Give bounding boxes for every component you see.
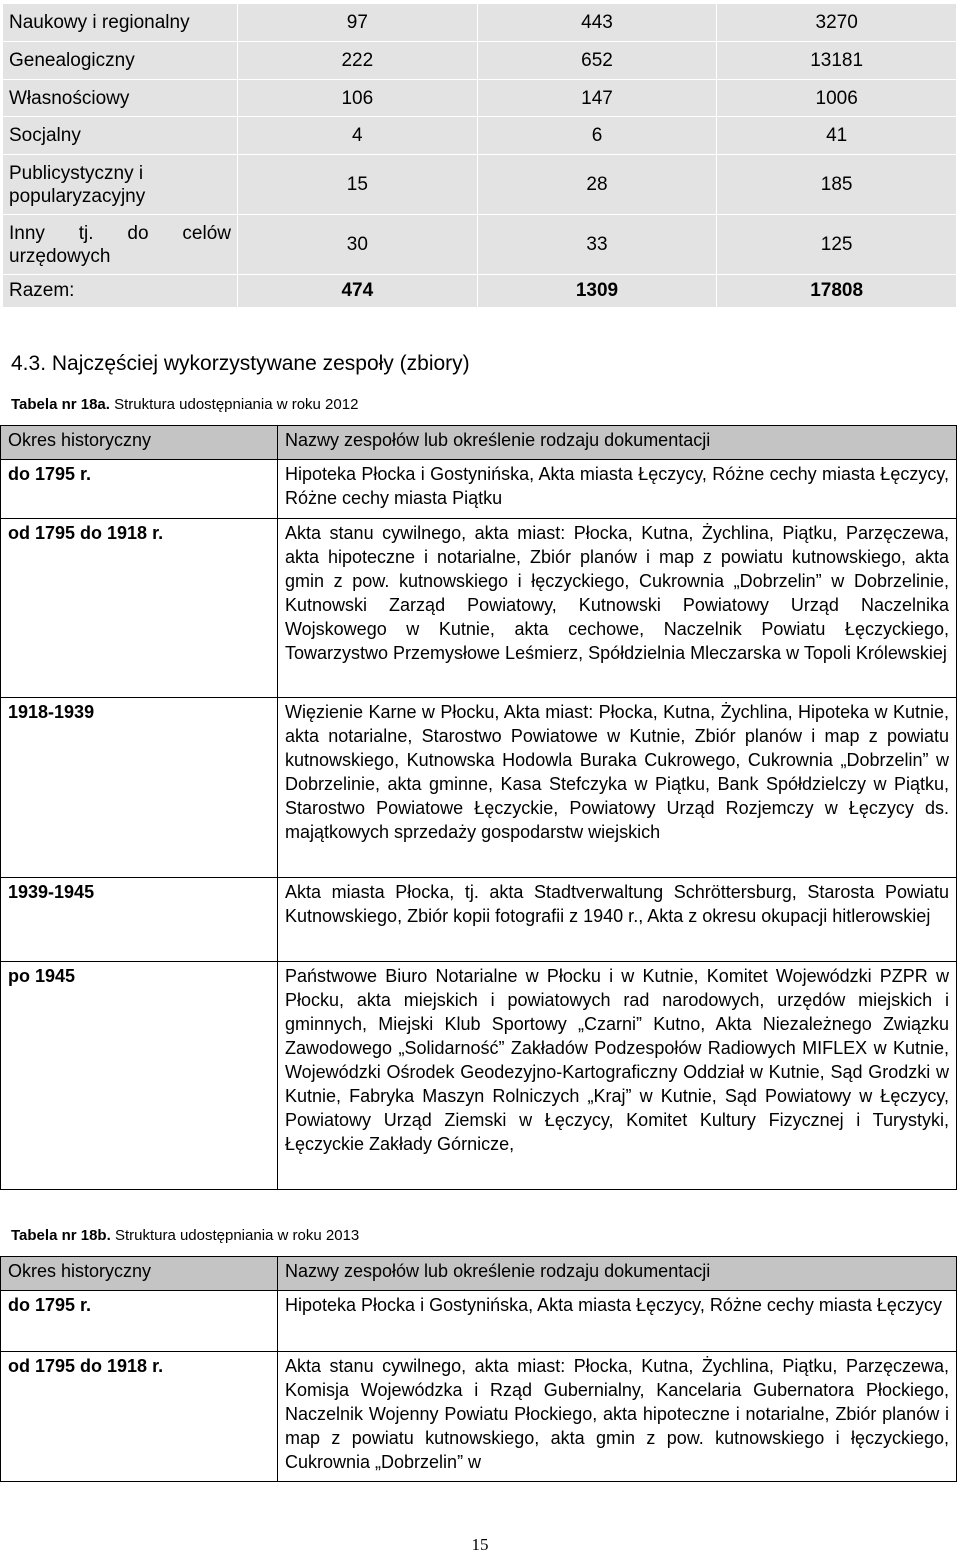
description-cell: Więzienie Karne w Płocku, Akta miast: Płocka, Kutna, Żychlina, Hipoteka w Kutnie, akta notarialne, Starostwo Powiatowe w Kutnie, Zbiór planów i map z powiatu kutnowskiego, Kutnowska Hodowla Buraka Cukrowego, Cukrownia „Dobrzelin” w Dobrzelinie, akta gminne, Kasa Stefczyka w Piątku, Bank Spółdzielczy w Piątku, Starostwo Powiatowe Łęczyckie, Powiatowy Urząd Rozjemczy w Łęczycy ds. majątkowych sprzedaży gospodarstw wiejskich	[278, 698, 957, 878]
value-cell: 4	[238, 117, 478, 155]
table-row	[3, 42, 957, 80]
period-cell: do 1795 r.	[1, 460, 278, 519]
category-name-word: tj.	[78, 222, 94, 244]
description-cell: Akta miasta Płocka, tj. akta Stadtverwaltung Schröttersburg, Starosta Powiatu Kutnowskiego, Zbiór kopii fotografii z 1940 r., Akta z okresu okupacji hitlerowskiej	[278, 878, 957, 962]
table-row	[3, 117, 957, 155]
period-cell: od 1795 do 1918 r.	[1, 519, 278, 698]
value-cell: 97	[238, 4, 478, 42]
value-cell: 15	[238, 155, 478, 215]
table-row	[1, 698, 957, 878]
value-cell: 6	[477, 117, 717, 155]
header-period: Okres historyczny	[1, 426, 278, 460]
category-name-word: do	[127, 222, 149, 244]
caption-text: Struktura udostępniania w roku 2013	[114, 1227, 360, 1244]
category-name	[3, 215, 238, 275]
category-name: Publicystyczny i popularyzacyjny	[3, 155, 238, 215]
value-cell: 30	[238, 215, 478, 275]
description-cell: Akta stanu cywilnego, akta miast: Płocka, Kutna, Żychlina, Piątku, Parzęczewa, Komisja Wojewódzka i Rząd Gubernialny, Kancelaria Gubernatora Płockiego, Naczelnik Wojenny Powiatu Płockiego, akta hipoteczne i notarialne, Zbiór planów i map z powiatu kutnowskiego, akta gmin z pow. kutnowskiego i łęczyckiego, Cukrownia „Dobrzelin” w	[278, 1352, 957, 1482]
category-name: Własnościowy	[3, 80, 238, 117]
category-name: Genealogiczny	[3, 42, 238, 80]
total-value: 1309	[477, 275, 717, 307]
table-row	[3, 4, 957, 42]
period-cell: od 1795 do 1918 r.	[1, 1352, 278, 1482]
category-name-word: urzędowych	[9, 245, 111, 267]
value-cell: 147	[477, 80, 717, 117]
table-18a-caption	[11, 396, 358, 414]
table-row	[1, 1291, 957, 1352]
table-row	[3, 80, 957, 117]
documentation-type-stats-table	[3, 3, 957, 307]
access-structure-table-2012	[0, 425, 957, 1190]
period-cell: 1918-1939	[1, 698, 278, 878]
value-cell: 106	[238, 80, 478, 117]
category-name-word: celów	[182, 222, 231, 244]
access-structure-table-2013	[0, 1256, 957, 1482]
total-row	[3, 275, 957, 307]
table-row	[1, 519, 957, 698]
value-cell: 125	[717, 215, 957, 275]
section-heading: 4.3. Najczęściej wykorzystywane zespoły (zbiory)	[11, 352, 470, 375]
value-cell: 1006	[717, 80, 957, 117]
caption-text: Struktura udostępniania w roku 2012	[114, 396, 359, 413]
value-cell: 185	[717, 155, 957, 215]
value-cell: 3270	[717, 4, 957, 42]
value-cell: 41	[717, 117, 957, 155]
table-row	[3, 215, 957, 275]
value-cell: 33	[477, 215, 717, 275]
table-header-row	[1, 1257, 957, 1291]
description-cell: Państwowe Biuro Notarialne w Płocku i w Kutnie, Komitet Wojewódzki PZPR w Płocku, akta miejskich i powiatowych rad narodowych, urzędów miejskich i gminnych, Miejski Klub Sportowy „Czarni” Kutno, Akta Niezależnego Związku Zawodowego „Solidarność” Zakładów Podzespołów Radiowych MIFLEX w Kutnie, Wojewódzki Ośrodek Geodezyjno-Kartograficzny Oddział w Kutnie, Sąd Grodzki w Kutnie, Fabryka Maszyn Rolniczych „Kraj” w Kutnie, Sąd Powiatowy w Łęczycy, Powiatowy Urząd Ziemski w Łęczycy, Komitet Kultury Fizycznej i Turystyki, Łęczyckie Zakłady Górnicze,	[278, 962, 957, 1190]
value-cell: 28	[477, 155, 717, 215]
table-row	[1, 878, 957, 962]
table-header-row	[1, 426, 957, 460]
category-name: Naukowy i regionalny	[3, 4, 238, 42]
table-18b-caption	[11, 1227, 359, 1245]
table-row	[1, 962, 957, 1190]
caption-label: Tabela nr 18a.	[11, 396, 110, 413]
caption-label: Tabela nr 18b.	[11, 1227, 111, 1244]
category-name-line	[9, 222, 231, 245]
total-value: 17808	[717, 275, 957, 307]
description-cell: Hipoteka Płocka i Gostynińska, Akta miasta Łęczycy, Różne cechy miasta Łęczycy, Różne cechy miasta Piątku	[278, 460, 957, 519]
description-cell: Hipoteka Płocka i Gostynińska, Akta miasta Łęczycy, Różne cechy miasta Łęczycy	[278, 1291, 957, 1352]
period-cell: po 1945	[1, 962, 278, 1190]
table-row	[3, 155, 957, 215]
header-description: Nazwy zespołów lub określenie rodzaju dokumentacji	[278, 1257, 957, 1291]
page-number: 15	[471, 1535, 489, 1554]
value-cell: 13181	[717, 42, 957, 80]
category-name-word: Inny	[9, 222, 45, 244]
category-name: Socjalny	[3, 117, 238, 155]
description-cell: Akta stanu cywilnego, akta miast: Płocka, Kutna, Żychlina, Piątku, Parzęczewa, akta hipoteczne i notarialne, Zbiór planów i map z powiatu kutnowskiego, akta gmin z pow. kutnowskiego i łęczyckiego, Cukrownia „Dobrzelin” w Dobrzelinie, Kutnowski Zarząd Powiatowy, Kutnowski Powiatowy Urząd Naczelnika Wojskowego w Kutnie, akta cechowe, Naczelnik Powiatu Łęczyckiego, Towarzystwo Przemysłowe Leśmierz, Spółdzielnia Mleczarska w Topoli Królewskiej	[278, 519, 957, 698]
total-label: Razem:	[3, 275, 238, 307]
table-row	[1, 460, 957, 519]
header-description: Nazwy zespołów lub określenie rodzaju dokumentacji	[278, 426, 957, 460]
total-value: 474	[238, 275, 478, 307]
header-period: Okres historyczny	[1, 1257, 278, 1291]
value-cell: 222	[238, 42, 478, 80]
period-cell: do 1795 r.	[1, 1291, 278, 1352]
value-cell: 443	[477, 4, 717, 42]
value-cell: 652	[477, 42, 717, 80]
period-cell: 1939-1945	[1, 878, 278, 962]
table-row	[1, 1352, 957, 1482]
